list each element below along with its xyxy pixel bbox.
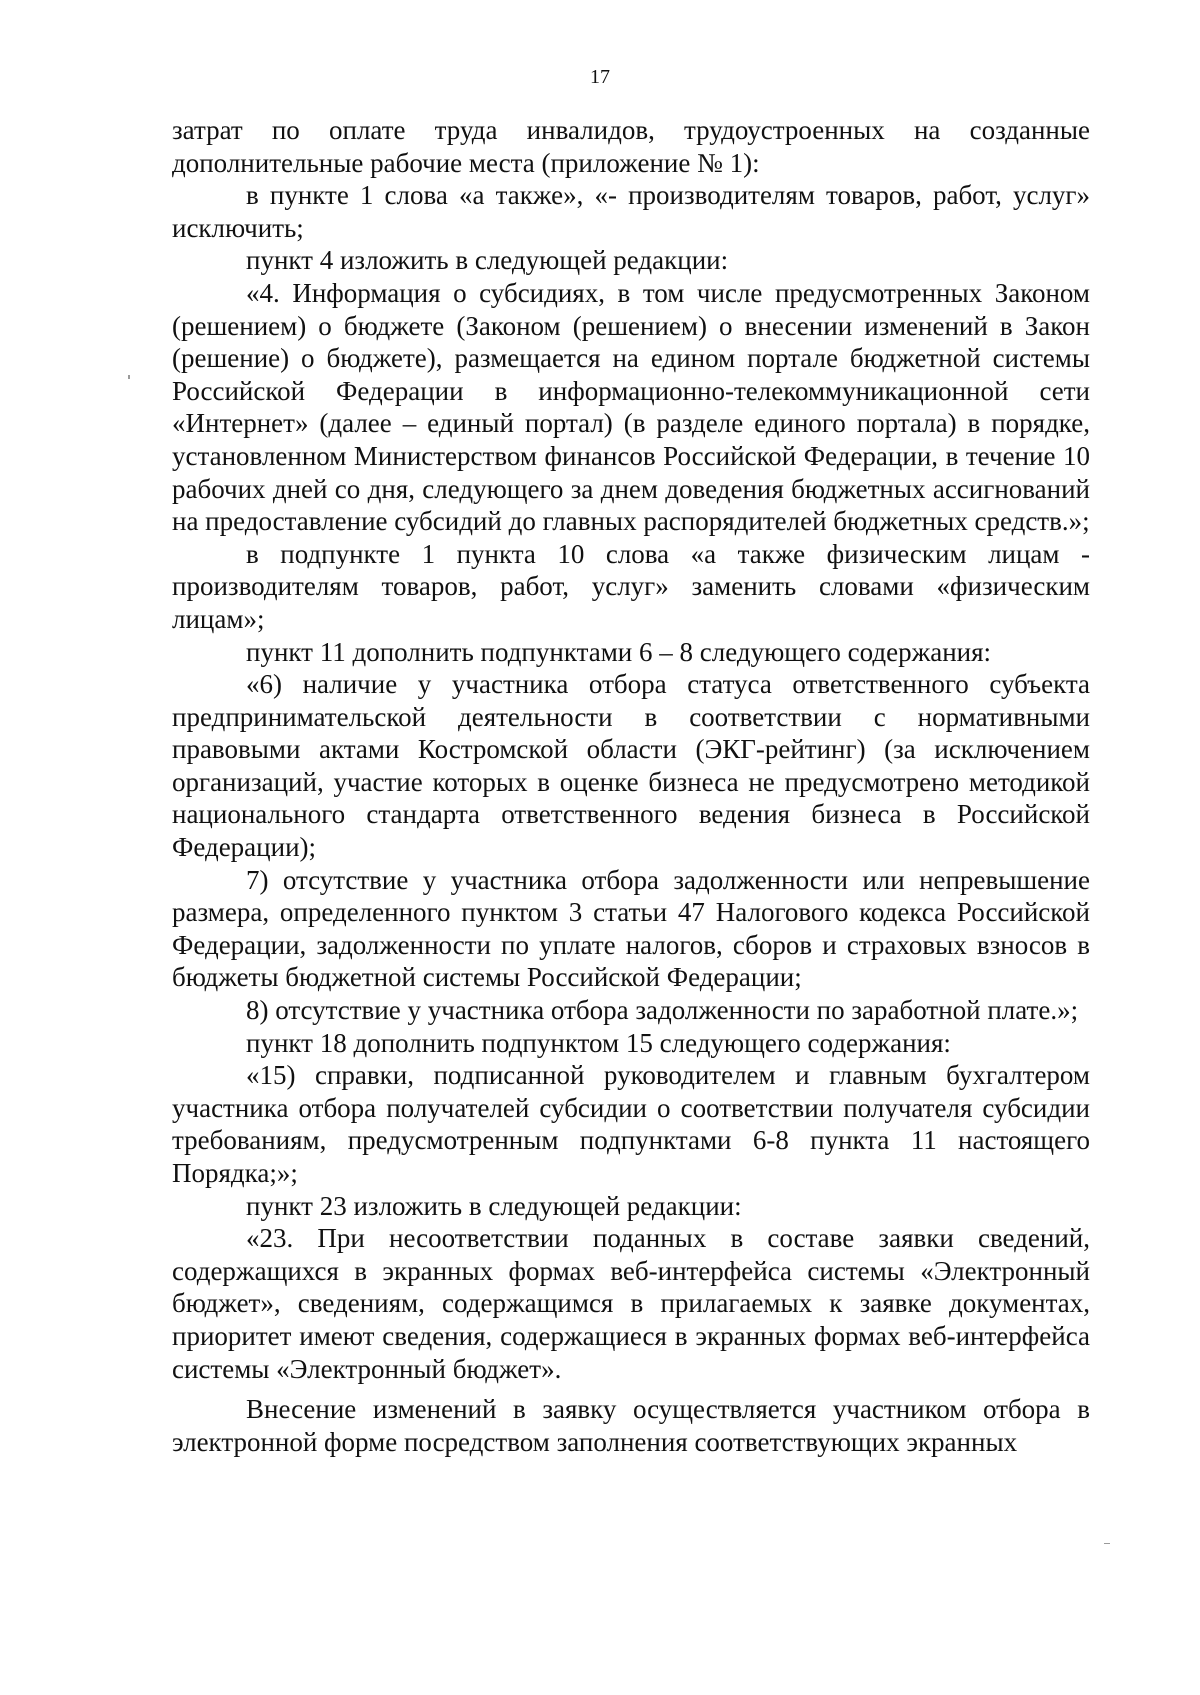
paragraph-12: пункт 23 изложить в следующей редакции: [246,1190,742,1221]
paragraph-8: 7) отсутствие у участника отбора задолженности или непревышение размера, определенного пунктом 3 статьи 47 Налогового кодекса Российской Федерации, задолженности по уплате налогов, сборов и страховых взносов в бюджеты бюджетной системы Российской Федерации; [172,864,1090,993]
paragraph-1: затрат по оплате труда инвалидов, трудоустроенных на созданные дополнительные рабочие места (приложение № 1): [172,115,1090,178]
paragraph-7: «6) наличие у участника отбора статуса ответственного субъекта предпринимательской деятельности в соответствии с нормативными правовыми актами Костромской области (ЭКГ-рейтинг) (за исключением организаций, участие которых в оценке бизнеса не предусмотрено методикой национального стандарта ответственного ведения бизнеса в Российской Федерации); [172,669,1090,863]
paragraph-5: в подпункте 1 пункта 10 слова «а также физическим лицам - производителям товаров, работ, услуг» заменить словами «физическим лицам»; [172,538,1090,634]
scan-speck [1104,1543,1110,1544]
scan-speck [128,375,130,379]
paragraph-13: «23. При несоответствии поданных в составе заявки сведений, содержащихся в экранных формах веб-интерфейса системы «Электронный бюджет», сведениям, содержащимся в прилагаемых к заявке документах, приоритет имеют сведения, содержащиеся в экранных формах веб-интерфейса системы «Электронный бюджет». [172,1223,1090,1384]
paragraph-4: «4. Информация о субсидиях, в том числе предусмотренных Законом (решением) о бюджете (Законом (решением) о внесении изменений в Закон (решение) о бюджете), размещается на едином портале бюджетной системы Российской Федерации в информационно-телекоммуникационной сети «Интернет» (далее – единый портал) (в разделе единого портала) в порядке, установленном Министерством финансов Российской Федерации, в течение 10 рабочих дней со дня, следующего за днем доведения бюджетных ассигнований на предоставление субсидий до главных распорядителей бюджетных средств.»; [172,277,1090,537]
document-body [172,114,1090,1458]
paragraph-6: пункт 11 дополнить подпунктами 6 – 8 следующего содержания: [246,636,992,667]
paragraph-3: пункт 4 изложить в следующей редакции: [246,245,729,276]
page-number: 17 [590,66,610,88]
paragraph-10: пункт 18 дополнить подпунктом 15 следующего содержания: [246,1027,951,1058]
paragraph-14: Внесение изменений в заявку осуществляется участником отбора в электронной форме посредством заполнения соответствующих экранных [172,1394,1090,1457]
paragraph-11: «15) справки, подписанной руководителем и главным бухгалтером участника отбора получателей субсидии о соответствии получателя субсидии требованиям, предусмотренным подпунктами 6-8 пункта 11 настоящего Порядка;»; [172,1060,1090,1188]
paragraph-2: в пункте 1 слова «а также», «- производителям товаров, работ, услуг» исключить; [172,180,1090,243]
paragraph-9: 8) отсутствие у участника отбора задолженности по заработной плате.»; [246,995,1079,1026]
